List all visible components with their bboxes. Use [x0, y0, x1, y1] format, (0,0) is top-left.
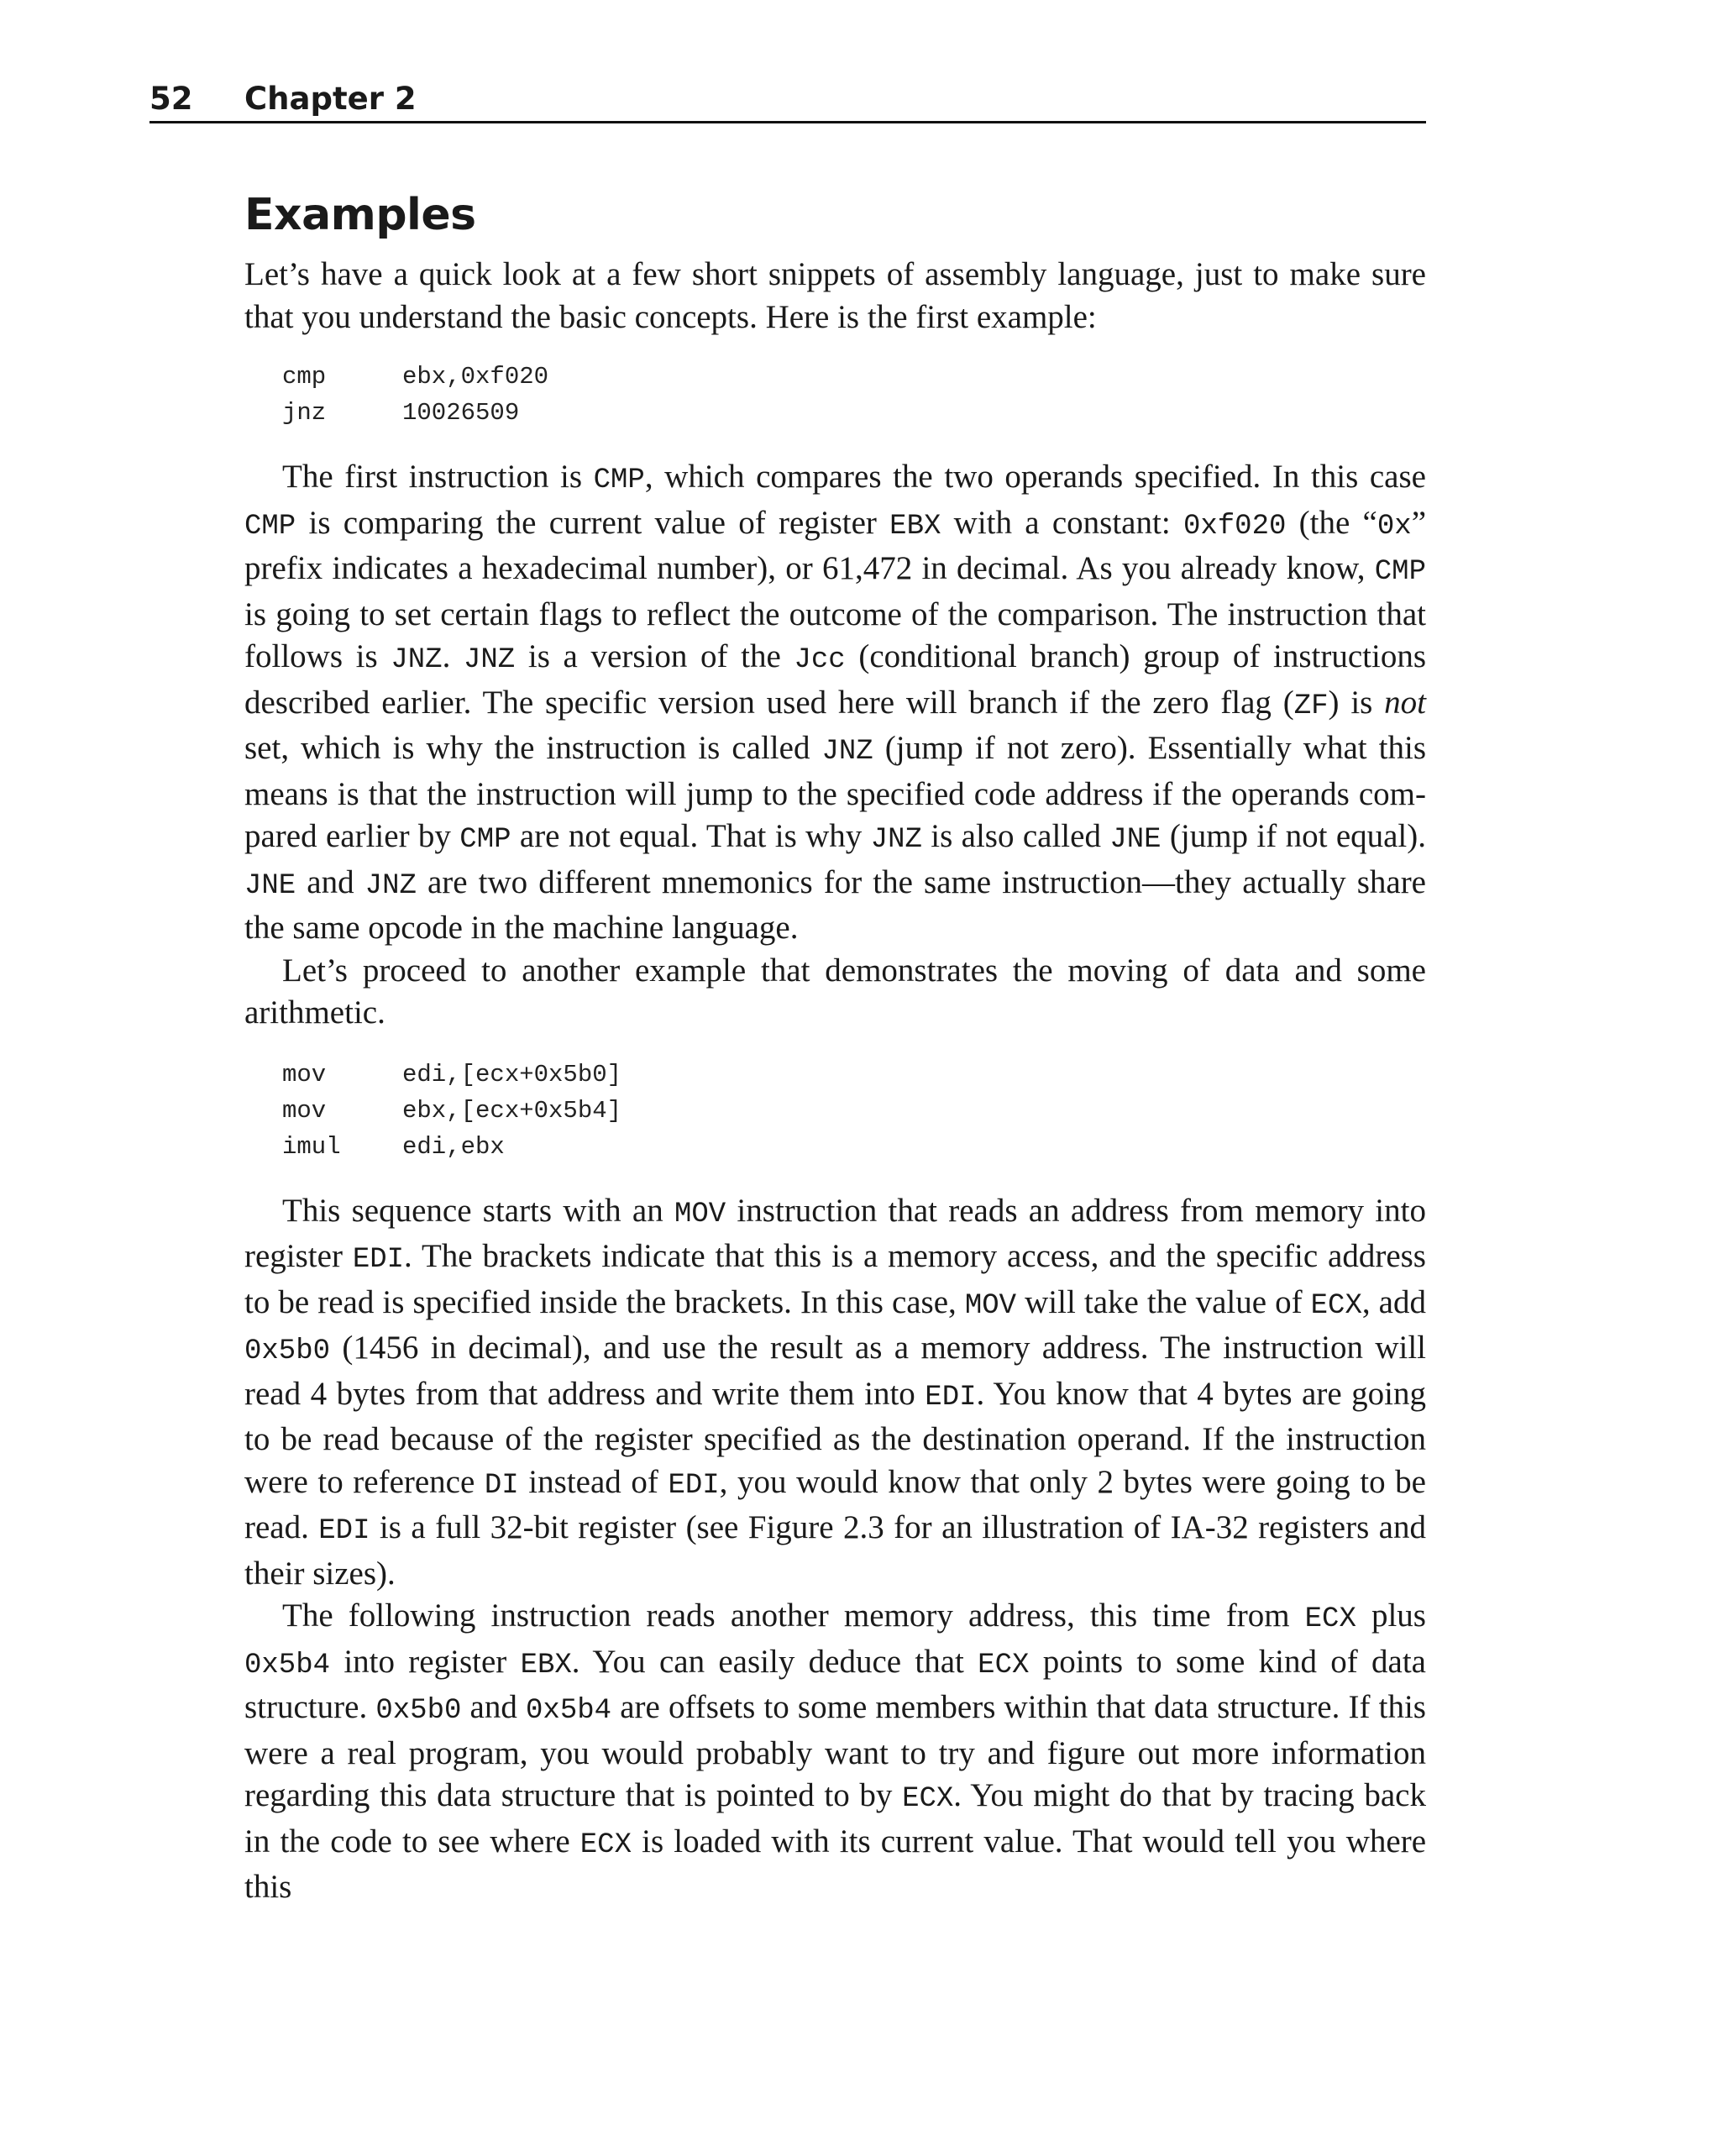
code-line: [282, 399, 519, 427]
paragraph-next-example: Let’s proceed to another example that demonstrates the moving of data and some arithmetic.: [244, 952, 1426, 1031]
code-mnemonic: imul: [282, 1132, 341, 1161]
inline-code: JNZ: [391, 644, 443, 676]
paragraph-data-structure: The following instruction reads another memory address, this time from ECX plus 0x5b4 into register EBX. You can easily deduce that ECX points to some kind of data structure. 0x5b0 and 0x5b4 are offsets to some members within that data structure. If this were a real program, you would probably want to try and figure out more information regarding this data structure that is pointed to by ECX. You might do that by tracing back in the code to see where ECX is loaded with its current value. That would tell you where this: [244, 1597, 1426, 1905]
code-mnemonic: jnz: [282, 399, 327, 427]
code-listing-1: [244, 359, 1426, 431]
inline-code: MOV: [674, 1198, 726, 1230]
inline-code: MOV: [964, 1289, 1017, 1322]
inline-code: CMP: [1374, 556, 1426, 588]
inline-code: 0x: [1377, 510, 1412, 543]
page-number: 52: [149, 81, 193, 117]
inline-code: 0x5b4: [244, 1649, 331, 1681]
inline-code: EDI: [668, 1469, 720, 1502]
inline-code: JNE: [244, 869, 296, 902]
inline-code: ECX: [579, 1828, 632, 1861]
inline-code: JNZ: [821, 736, 873, 768]
paragraph-cmp-explanation: The first instruction is CMP, which compares the two operands specified. In this case CMP is comparing the current value of register EBX with a constant: 0xf020 (the “0x” prefix indicates a hexadecimal number), or 61,472 in decimal. As you already know, CMP is going to set certain flags to reflect the outcome of the comparison. The instruction that follows is JNZ. JNZ is a version of the Jcc (conditional branch) group of instructions described earlier. The specific version used here will branch if the zero flag (ZF) is not set, which is why the instruction is called JNZ (jump if not zero). Essentially what this means is that the instruction will jump to the specified code address if the operands compared earlier by CMP are not equal. That is why JNZ is also called JNE (jump if not equal). JNE and JNZ are two different mnemonics for the same instruction—they actually share the same opcode in the machine language.: [244, 459, 1427, 946]
inline-code: JNZ: [364, 869, 417, 902]
inline-code: EBX: [889, 510, 941, 543]
inline-code: ECX: [902, 1783, 954, 1815]
inline-code: CMP: [244, 510, 296, 543]
emphasis: not: [1384, 684, 1426, 721]
inline-code: ECX: [1304, 1603, 1356, 1635]
inline-code: ZF: [1293, 690, 1329, 722]
inline-code: EBX: [520, 1649, 572, 1681]
main-content: [244, 168, 1426, 1909]
paragraph-mov-explanation: This sequence starts with an MOV instruction that reads an address from memory into register EDI. The brackets indicate that this is a memory access, and the specific address to be read is specified inside the brackets. In this case, MOV will take the value of ECX, add 0x5b0 (1456 in decimal), and use the result as a memory address. The instruction will read 4 bytes from that address and write them into EDI. You know that 4 bytes are going to be read because of the register specified as the destination operand. If the instruction were to reference DI instead of EDI, you would know that only 2 bytes were going to be read. EDI is a full 32-bit register (see Figure 2.3 for an illustration of IA-32 registers and their sizes).: [244, 1192, 1426, 1592]
inline-code: Jcc: [794, 644, 846, 676]
inline-code: JNZ: [463, 644, 516, 676]
code-operands: edi,[ecx+0x5b0]: [402, 1060, 622, 1088]
running-header: [149, 79, 1426, 123]
code-operands: ebx,0xf020: [402, 363, 549, 391]
code-mnemonic: cmp: [282, 363, 327, 391]
code-line: [282, 1061, 621, 1088]
inline-code: EDI: [352, 1244, 405, 1276]
intro-paragraph: Let’s have a quick look at a few short snippets of assembly language, just to make sure that you understand the basic concepts. Here is the first example:: [244, 256, 1426, 335]
code-operands: ebx,[ecx+0x5b4]: [402, 1096, 622, 1125]
code-line: [282, 363, 548, 391]
inline-code: EDI: [318, 1515, 370, 1547]
code-line: [282, 1133, 505, 1161]
inline-code: 0x5b4: [526, 1695, 612, 1727]
inline-code: ECX: [1310, 1289, 1362, 1322]
code-listing-2: [244, 1057, 1426, 1165]
code-operands: 10026509: [402, 399, 520, 427]
inline-code: JNZ: [870, 824, 922, 856]
inline-code: CMP: [459, 824, 511, 856]
code-mnemonic: mov: [282, 1096, 327, 1125]
code-operands: edi,ebx: [402, 1132, 505, 1161]
inline-code: DI: [484, 1469, 519, 1502]
code-mnemonic: mov: [282, 1060, 327, 1088]
inline-code: 0x5b0: [244, 1335, 331, 1367]
chapter-label: Chapter 2: [244, 81, 417, 117]
code-line: [282, 1097, 621, 1125]
inline-code: EDI: [925, 1381, 977, 1414]
inline-code: 0xf020: [1182, 510, 1287, 543]
inline-code: JNE: [1109, 824, 1162, 856]
section-title: Examples: [244, 190, 476, 240]
inline-code: ECX: [978, 1649, 1030, 1681]
inline-code: CMP: [593, 464, 645, 496]
inline-code: 0x5b0: [375, 1695, 462, 1727]
